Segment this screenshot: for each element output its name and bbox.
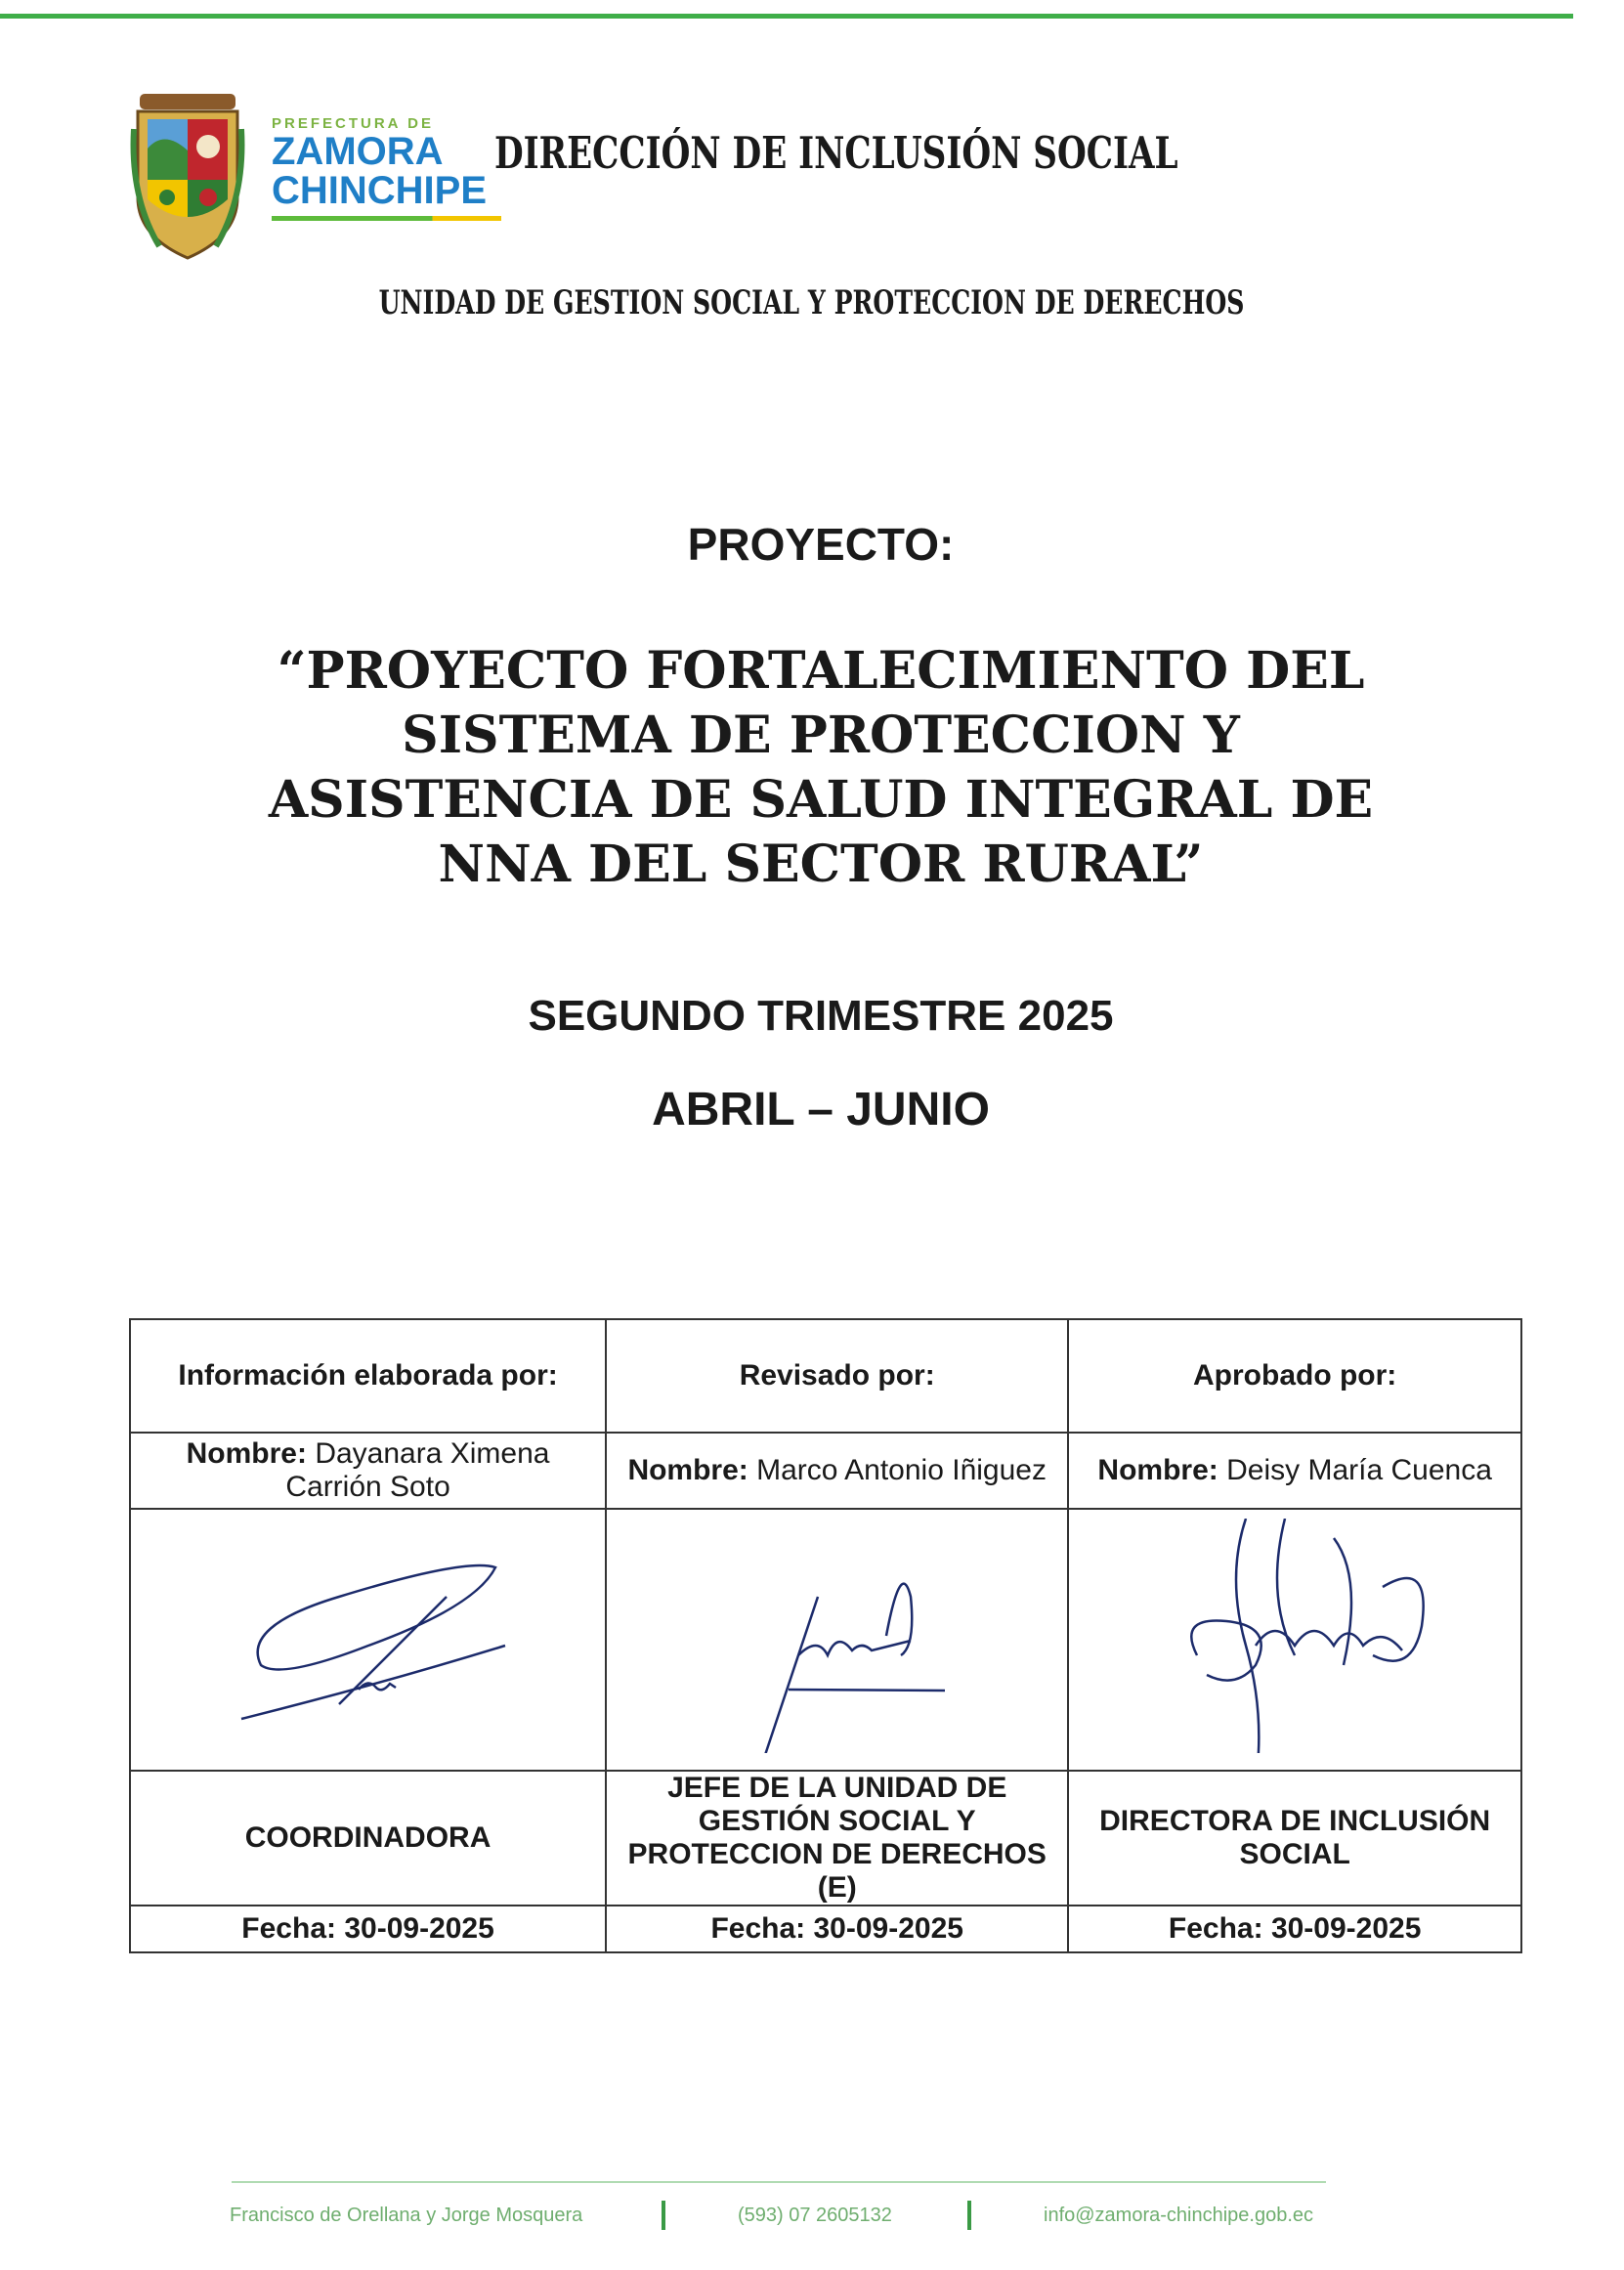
date-cell-reviewed — [606, 1906, 1068, 1952]
name-label: Nombre: — [186, 1437, 307, 1470]
unit-title-wrap — [0, 283, 1624, 322]
name-cell-reviewed — [606, 1433, 1068, 1509]
footer-separator — [967, 2201, 971, 2230]
logo-line2: CHINCHIPE — [272, 169, 488, 212]
signature-approved-image — [1138, 1519, 1451, 1753]
role-prepared: COORDINADORA — [130, 1771, 606, 1906]
logo-prefix: PREFECTURA DE — [272, 115, 434, 132]
signature-cell-prepared — [130, 1509, 606, 1771]
prefectura-logo — [272, 115, 501, 221]
name-label: Nombre: — [1097, 1454, 1218, 1486]
date-label: Fecha: — [1168, 1912, 1263, 1945]
project-months: ABRIL – JUNIO — [652, 1084, 990, 1135]
role-approved: DIRECTORA DE INCLUSIÓN SOCIAL — [1068, 1771, 1521, 1906]
footer-address: Francisco de Orellana y Jorge Mosquera — [230, 2205, 583, 2226]
name-prepared: Dayanara Ximena Carrión Soto — [285, 1437, 550, 1503]
logo-line1: ZAMORA — [272, 130, 444, 173]
name-approved: Deisy María Cuenca — [1226, 1454, 1492, 1486]
footer-divider — [232, 2181, 1326, 2183]
date-label: Fecha: — [710, 1912, 806, 1945]
table-row — [130, 1771, 1521, 1906]
date-reviewed: 30-09-2025 — [813, 1912, 963, 1945]
signature-prepared-image — [222, 1519, 515, 1753]
table-row — [130, 1906, 1521, 1952]
table-row — [130, 1509, 1521, 1771]
project-title: “PROYECTO FORTALECIMIENTO DEL SISTEMA DE PROTECCION Y ASISTENCIA DE SALUD INTEGRAL DE NNA DEL SECTOR RURAL” — [268, 641, 1374, 894]
footer-email[interactable]: info@zamora-chinchipe.gob.ec — [1044, 2205, 1314, 2226]
signature-cell-approved — [1068, 1509, 1521, 1771]
project-label: PROYECTO: — [687, 519, 955, 570]
signature-reviewed-image — [691, 1519, 984, 1753]
role-reviewed: JEFE DE LA UNIDAD DE GESTIÓN SOCIAL Y PROTECCION DE DERECHOS (E) — [606, 1771, 1068, 1906]
prefectura-crest-icon — [130, 90, 245, 266]
project-period: SEGUNDO TRIMESTRE 2025 — [528, 992, 1114, 1040]
date-approved: 30-09-2025 — [1270, 1912, 1422, 1945]
signature-table — [129, 1318, 1522, 1953]
unit-title: UNIDAD DE GESTION SOCIAL Y PROTECCION DE DERECHOS — [379, 283, 1245, 322]
signature-cell-reviewed — [606, 1509, 1068, 1771]
date-cell-approved — [1068, 1906, 1521, 1952]
date-label: Fecha: — [241, 1912, 336, 1945]
date-cell-prepared — [130, 1906, 606, 1952]
header-approved-by: Aprobado por: — [1068, 1319, 1521, 1433]
direction-title: DIRECCIÓN DE INCLUSIÓN SOCIAL — [494, 127, 1178, 179]
footer-separator — [662, 2201, 665, 2230]
name-label: Nombre: — [627, 1454, 748, 1486]
name-reviewed: Marco Antonio Iñiguez — [756, 1454, 1047, 1486]
name-cell-prepared — [130, 1433, 606, 1509]
header-reviewed-by: Revisado por: — [606, 1319, 1068, 1433]
top-green-line — [0, 14, 1573, 19]
header-prepared-by: Información elaborada por: — [130, 1319, 606, 1433]
date-prepared: 30-09-2025 — [344, 1912, 494, 1945]
footer-phone: (593) 07 2605132 — [738, 2205, 892, 2226]
logo-underline — [272, 216, 501, 221]
table-row — [130, 1433, 1521, 1509]
name-cell-approved — [1068, 1433, 1521, 1509]
table-row — [130, 1319, 1521, 1433]
